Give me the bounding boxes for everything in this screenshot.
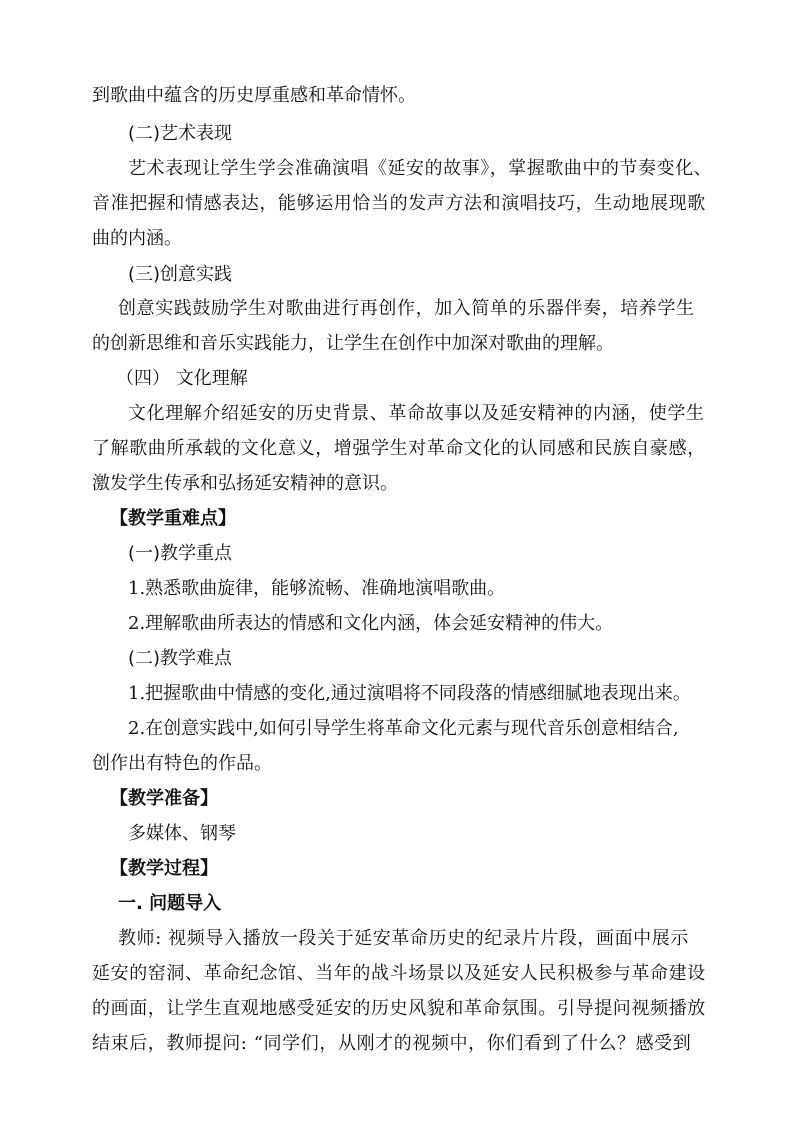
paragraph-line: 延安的窑洞、革命纪念馆、当年的战斗场景以及延安人民积极参与革命建设	[92, 963, 706, 984]
heading-teaching-process: 【教学过程】	[110, 858, 218, 879]
paragraph-line: 文化理解介绍延安的历史背景、革命故事以及延安精神的内涵，使学生	[128, 403, 705, 424]
paragraph-line: 教师: 视频导入播放一段关于延安革命历史的纪录片片段，画面中展示	[118, 928, 689, 949]
list-item: 2.理解歌曲所表达的情感和文化内涵，体会延安精神的伟大。	[128, 613, 614, 634]
paragraph-line: 音准把握和情感表达，能够运用恰当的发声方法和演唱技巧，生动地展现歌	[92, 193, 706, 214]
list-item-continuation: 创作出有特色的作品。	[92, 753, 272, 774]
paragraph-line: 了解歌曲所承载的文化意义，增强学生对革命文化的认同感和民族自豪感，	[92, 438, 706, 459]
list-item: 1.把握歌曲中情感的变化,通过演唱将不同段落的情感细腻地表现出来。	[128, 683, 691, 704]
paragraph-line: 曲的内涵。	[92, 228, 182, 249]
section-heading-cultural-understanding: （四） 文化理解	[116, 368, 248, 389]
paragraph-line: 艺术表现让学生学会准确演唱《延安的故事》，掌握歌曲中的节奏变化、	[128, 158, 713, 179]
paragraph-line: 的创新思维和音乐实践能力，让学生在创作中加深对歌曲的理解。	[92, 333, 614, 354]
heading-teaching-preparation: 【教学准备】	[110, 788, 218, 809]
list-item: 2.在创意实践中,如何引导学生将革命文化元素与现代音乐创意相结合,	[128, 718, 679, 739]
paragraph-line: 多媒体、钢琴	[128, 823, 236, 844]
subheading-question-introduction: 一. 问题导入	[118, 893, 222, 914]
paragraph-line: 到歌曲中蕴含的历史厚重感和革命情怀。	[92, 85, 416, 106]
list-item: 1.熟悉歌曲旋律，能够流畅、准确地演唱歌曲。	[128, 578, 506, 599]
paragraph-line: 结束后，教师提问: “同学们，从刚才的视频中，你们看到了什么？感受到	[92, 1033, 692, 1054]
paragraph-line: 激发学生传承和弘扬延安精神的意识。	[92, 473, 398, 494]
subheading-teaching-difficulties: (二)教学难点	[128, 648, 233, 669]
paragraph-line: 的画面，让学生直观地感受延安的历史风貌和革命氛围。引导提问视频播放	[92, 998, 706, 1019]
section-heading-creative-practice: (三)创意实践	[128, 264, 233, 285]
section-heading-art-expression: (二)艺术表现	[128, 123, 233, 144]
paragraph-line: 创意实践鼓励学生对歌曲进行再创作，加入简单的乐器伴奏，培养学生	[118, 298, 695, 319]
heading-key-difficult-points: 【教学重难点】	[110, 508, 236, 529]
subheading-teaching-key-points: (一)教学重点	[128, 543, 233, 564]
